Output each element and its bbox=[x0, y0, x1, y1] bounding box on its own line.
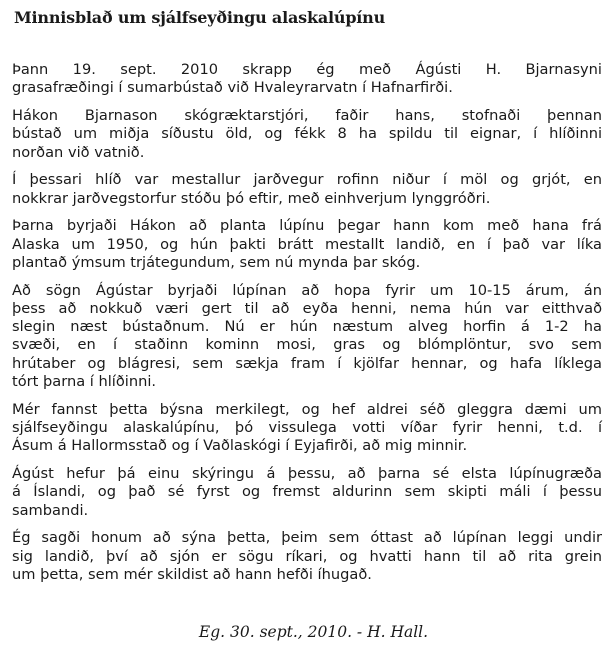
paragraph-line: Í þessari hlíð var mestallur jarðvegur rofinn niður í möl og grjót, en bbox=[12, 171, 602, 189]
paragraph-line: Ásum á Hallormsstað og í Vaðlaskógi í Eyjafirði, að mig minnir. bbox=[12, 437, 468, 455]
paragraph-3 bbox=[12, 171, 602, 208]
paragraph-line: Mér fannst þetta býsna merkilegt, og hef aldrei séð gleggra dæmi um bbox=[12, 400, 602, 418]
paragraph-1 bbox=[12, 61, 602, 98]
paragraph-5 bbox=[12, 282, 602, 392]
paragraph-line: Ég sagði honum að sýna þetta, þeim sem óttast að lúpínan leggi undir bbox=[12, 529, 602, 547]
paragraph-line: hrútaber og blágresi, sem sækja fram í kjölfar hennar, og hafa líklega bbox=[12, 354, 602, 372]
paragraph-line: sambandi. bbox=[12, 501, 89, 519]
paragraph-8 bbox=[12, 529, 602, 584]
paragraph-line: svæði, en í staðinn kominn mosi, gras og blómplöntur, svo sem bbox=[12, 336, 602, 354]
paragraph-7 bbox=[12, 465, 602, 520]
paragraph-2 bbox=[12, 107, 602, 162]
paragraph-line: sig landið, því að sjón er sögu ríkari, og hvatti hann til að rita grein bbox=[12, 547, 602, 565]
paragraph-line: þess að nokkuð væri gert til að eyða henni, nema hún var eitthvað bbox=[12, 299, 602, 317]
paragraph-line: sjálfseyðingu alaskalúpínu, þó vissulega votti víðar fyrir henni, t.d. í bbox=[12, 419, 602, 436]
paragraph-line: tórt þarna í hlíðinni. bbox=[12, 373, 157, 391]
paragraph-6 bbox=[12, 401, 602, 456]
document-title: Minnisblað um sjálfseyðingu alaskalúpínu bbox=[14, 8, 386, 27]
paragraph-4 bbox=[12, 217, 602, 272]
paragraph-line: nokkrar jarðvegstorfur stóðu þó eftir, með einhverjum lynggróðri. bbox=[12, 189, 491, 207]
paragraph-line: á Íslandi, og það sé fyrst og fremst aldurinn sem skipti máli í þessu bbox=[12, 483, 602, 501]
paragraph-line: grasafræðingi í sumarbústað við Hvaleyrarvatn í Hafnarfirði. bbox=[12, 79, 453, 97]
paragraph-line: Að sögn Ágústar byrjaði lúpínan að hopa fyrir um 10-15 árum, án bbox=[12, 281, 602, 299]
paragraph-line: norðan við vatnið. bbox=[12, 143, 145, 161]
document-body bbox=[12, 61, 602, 594]
paragraph-line: plantað ýmsum trjátegundum, sem nú mynda þar skóg. bbox=[12, 253, 421, 271]
paragraph-line: Alaska um 1950, og hún þakti brátt mestallt landið, en í það var líka bbox=[12, 235, 602, 253]
paragraph-line: Þarna byrjaði Hákon að planta lúpínu þegar hann kom með hana frá bbox=[12, 217, 602, 235]
paragraph-line: slegin næst bústaðnum. Nú er hún næstum alveg horfin á 1-2 ha bbox=[12, 318, 602, 336]
paragraph-line: um þetta, sem mér skildist að hann hefði íhugað. bbox=[12, 565, 372, 583]
paragraph-line: Ágúst hefur þá einu skýringu á þessu, að þarna sé elsta lúpínugræða bbox=[12, 464, 602, 482]
paragraph-line: bústað um miðja síðustu öld, og fékk 8 ha spildu til eignar, í hlíðinni bbox=[12, 125, 602, 143]
paragraph-line: Þann 19. sept. 2010 skrapp ég með Ágústi H. Bjarnasyni bbox=[12, 61, 602, 78]
paragraph-line: Hákon Bjarnason skógræktarstjóri, faðir hans, stofnaði þennan bbox=[12, 106, 602, 124]
signature-line: Eg. 30. sept., 2010. - H. Hall. bbox=[198, 623, 429, 641]
